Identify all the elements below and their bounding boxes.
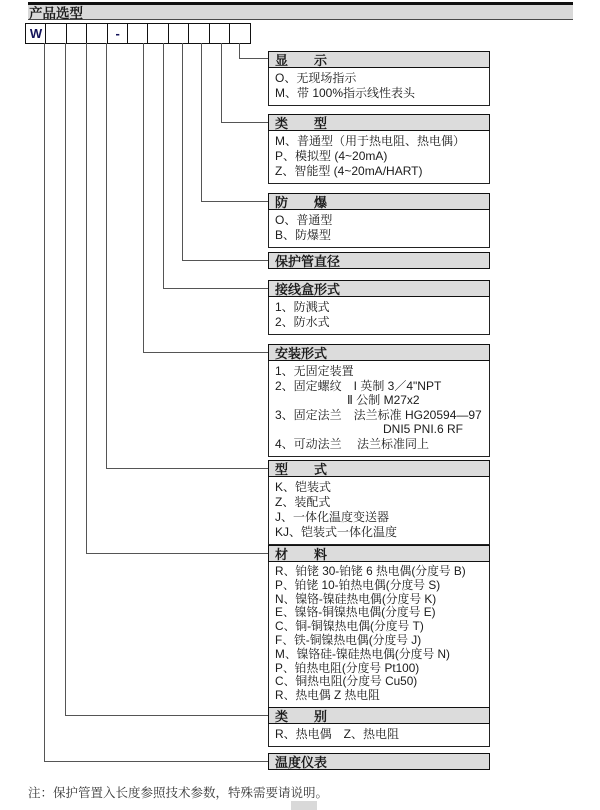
option-item: R、热电偶 Z 热电阻 [275,688,380,703]
model-code-cell [86,23,108,44]
section-items [268,562,490,708]
section-header [268,344,490,361]
section-title: 安装形式 [275,346,328,361]
model-code-cell [127,23,149,44]
option-item: B、防爆型 [275,228,332,242]
model-code-cell: - [107,23,129,44]
section-type [268,114,490,184]
option-item: P、模拟型 (4~20mA) [275,149,388,163]
section-category [268,707,490,747]
section-items [268,361,490,457]
page-title-bar [28,2,573,20]
section-explosion-proof [268,193,490,248]
option-item: R、热电偶 Z、热电阻 [275,727,399,741]
section-title: 接线盒形式 [275,282,341,297]
section-title: 防 爆 [275,195,328,210]
section-mounting [268,344,490,457]
section-header [268,707,490,724]
section-title: 型 式 [275,462,328,477]
option-item: 3、固定法兰 法兰标准 HG20594—97 [275,407,482,422]
section-title: 温度仪表 [275,755,328,770]
model-code-cell [147,23,169,44]
option-item: P、铂热电阻(分度号 Pt100) [275,660,420,675]
section-title: 保护管直径 [275,254,341,269]
model-code-cell [45,23,67,44]
option-item: 1、防溅式 [275,300,330,314]
option-item: 2、防水式 [275,315,330,329]
section-header [268,193,490,210]
section-header [268,114,490,131]
section-items [268,210,490,248]
model-code-cell [209,23,231,44]
section-form [268,460,490,545]
section-header [268,51,490,68]
option-item: C、铜热电阻(分度号 Cu50) [275,674,418,689]
option-item: P、铂铑 10-铂热电偶(分度号 S) [275,577,441,592]
section-junction-box [268,280,490,335]
option-item: M、镍铬硅-镍硅热电偶(分度号 N) [275,646,450,661]
option-item: Z、智能型 (4~20mA/HART) [275,164,423,178]
option-item: 2、固定螺纹 I 英制 3／4"NPT [275,378,442,393]
model-code-cell: W [25,23,47,44]
option-item: Z、装配式 [275,495,331,509]
model-code-cell [66,23,88,44]
section-instrument [268,753,490,770]
section-title: 类 别 [275,709,328,724]
section-items [268,68,490,106]
option-item: M、普通型（用于热电阻、热电偶） [275,134,465,148]
section-items [268,131,490,184]
option-item: O、无现场指示 [275,71,357,85]
footnote: 注：保护管置入长度参照技术参数，特殊需要请说明。 [28,786,329,800]
page-edge-artifact [291,801,317,810]
section-items [268,477,490,545]
option-item: C、铜-铜镍热电偶(分度号 T) [275,619,424,634]
section-tube-diameter [268,252,490,269]
connector-line-display [239,43,269,59]
model-code-cell [188,23,210,44]
option-item: O、普通型 [275,213,333,227]
section-header [268,545,490,562]
section-header [268,252,490,269]
section-title: 材 料 [275,547,328,562]
option-item: 4、可动法兰 法兰标准同上 [275,436,430,451]
section-header [268,280,490,297]
section-items [268,297,490,335]
option-item: KJ、铠装式一体化温度 [275,525,398,539]
option-item: E、镍铬-铜镍热电偶(分度号 E) [275,605,436,620]
option-item: K、铠装式 [275,480,332,494]
section-header [268,753,490,770]
section-header [268,460,490,477]
section-display [268,51,490,106]
option-item: Ⅱ 公制 M27x2 [275,393,420,408]
option-item: N、镍铬-镍硅热电偶(分度号 K) [275,591,437,606]
section-title: 类 型 [275,116,328,131]
model-code-cell [168,23,190,44]
section-items [268,724,490,747]
page-title: 产品选型 [29,6,83,21]
option-item: R、铂铑 30-铂铑 6 热电偶(分度号 B) [275,564,466,578]
option-item: J、一体化温度变送器 [275,510,390,524]
option-item: 1、无固定装置 [275,364,354,378]
model-code-cell [229,23,251,44]
option-item: DNI5 PNI.6 RF [275,422,464,437]
model-code-boxes [25,23,251,44]
option-item: M、带 100%指示线性表头 [275,86,416,100]
option-item: F、铁-铜镍热电偶(分度号 J) [275,632,422,647]
section-material [268,545,490,708]
section-title: 显 示 [275,53,328,68]
